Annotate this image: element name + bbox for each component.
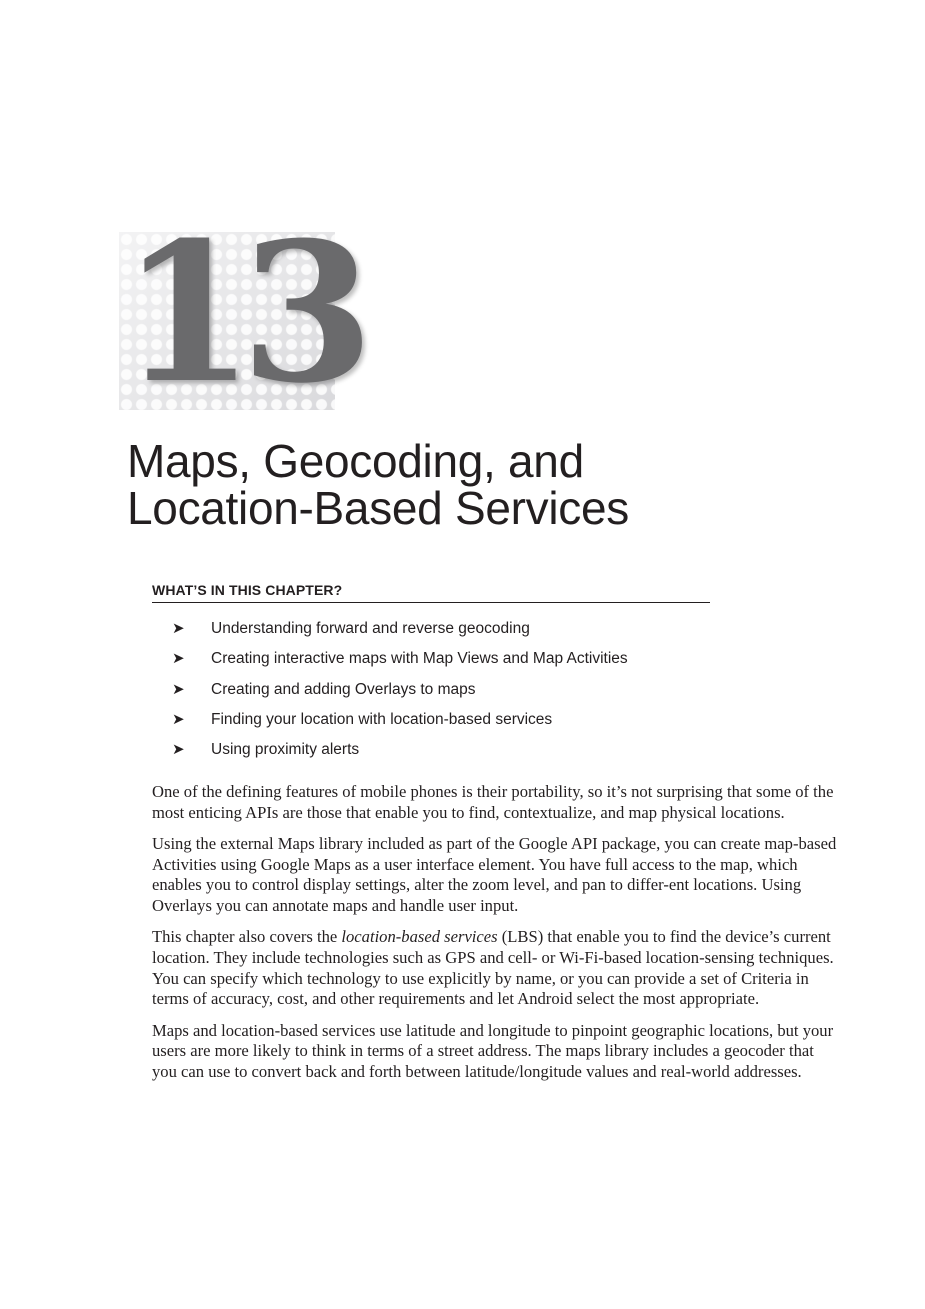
list-item-text: Understanding forward and reverse geocoding [211,620,530,637]
whats-in-chapter-heading: WHAT’S IN THIS CHAPTER? [152,582,710,603]
list-item-text: Creating interactive maps with Map Views and Map Activities [211,650,628,668]
paragraph-lbs [152,927,842,1010]
list-item [172,739,628,769]
paragraph-maps-library: Using the external Maps library included as part of the Google API package, you can create map-based Activities using Google Maps as a user interface element. You have full access to the map, which enables you to control display settings, alter the zoom level, and pan to differ-ent locations. Using Overlays you can annotate maps and handle user input. [152,833,837,916]
arrow-bullet-icon: ➤ [172,649,185,668]
chapter-topics-list [172,618,628,769]
list-item [172,679,628,709]
paragraph-portability: One of the defining features of mobile phones is their portability, so it’s not surprising that some of the most enticing APIs are those that enable you to find, contextualize, and map physical locations. [152,782,834,822]
chapter-title-line-1: Maps, Geocoding, and [127,435,584,487]
paragraph-geocoder: Maps and location-based services use latitude and longitude to pinpoint geographic locations, but your users are more likely to think in terms of a street address. The maps library includes a geocoder that you can use to convert back and forth between latitude/longitude values and real-world addresses. [152,1020,834,1081]
arrow-bullet-icon: ➤ [172,619,185,637]
lbs-term: location-based services [341,927,498,947]
chapter-title-line-2: Location-Based Services [127,482,629,534]
arrow-bullet-icon: ➤ [172,740,185,759]
chapter-number-badge [119,201,361,426]
list-item-text: Using proximity alerts [211,741,360,759]
paragraph-lbs-start: This chapter also covers the [152,927,342,947]
chapter-title [127,435,629,534]
list-item-text: Finding your location with location-based services [211,710,553,728]
list-item [172,618,628,648]
list-item-text: Creating and adding Overlays to maps [211,680,476,698]
chapter-intro-body [152,782,842,1093]
arrow-bullet-icon: ➤ [172,709,185,728]
arrow-bullet-icon: ➤ [172,679,185,698]
list-item [172,709,628,739]
list-item [172,648,628,678]
paragraph-lbs-rest: (LBS) that enable you to find the device’s current location. They include technologies such as GPS and cell- or Wi-Fi-based location-sensing techniques. You can specify which technology to use explicitly by name, or you can provide a set of Criteria in terms of accuracy, cost, and other requirements and let Android select the most appropriate. [152,927,834,1009]
chapter-number: 13 [121,201,361,426]
